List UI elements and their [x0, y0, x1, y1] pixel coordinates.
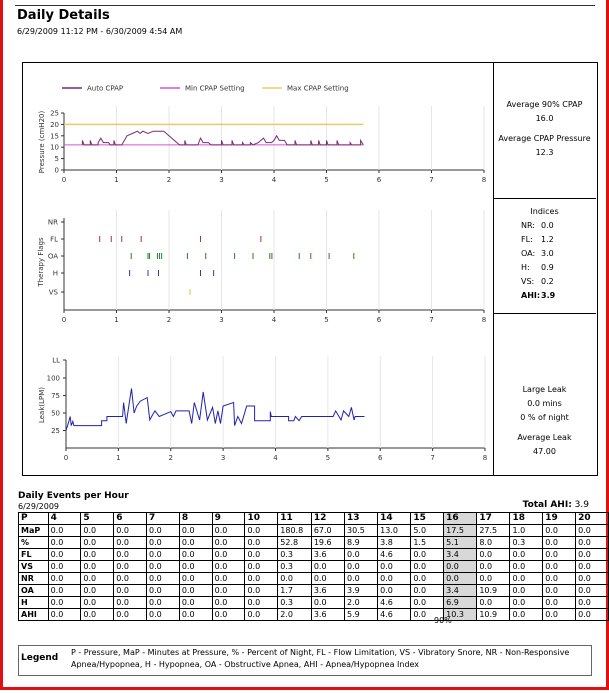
table-cell: 5.0 [411, 525, 444, 537]
table-cell: 3.6 [311, 549, 344, 561]
table-cell: 0.0 [344, 561, 377, 573]
table-cell: 0.0 [543, 525, 576, 537]
table-row [19, 573, 609, 585]
table-cell: 180.8 [278, 525, 312, 537]
y-tick-label: LL [52, 356, 60, 365]
y-tick-label: 0 [54, 166, 59, 175]
y-tick-label: FL [50, 235, 58, 244]
x-tick-label: 0 [61, 176, 67, 184]
row-header-cell: OA [19, 585, 49, 597]
avg90-value: 16.0 [535, 114, 554, 123]
table-cell: 0.0 [245, 537, 278, 549]
table-cell: 0.0 [311, 573, 344, 585]
table-cell: 13 [344, 513, 377, 525]
table-cell: 0.0 [477, 573, 510, 585]
index-label: OA: [521, 249, 536, 258]
table-cell: 0.0 [311, 597, 344, 609]
total-ahi-value: 3.9 [574, 500, 589, 510]
x-tick-label: 5 [324, 176, 329, 184]
index-row [521, 261, 596, 275]
table-cell: 0.0 [411, 573, 444, 585]
table-cell: 16 [444, 513, 477, 525]
legend-entry: Max CPAP Setting [287, 84, 349, 93]
table-cell: 0.0 [48, 525, 81, 537]
table-cell: 3.6 [311, 609, 344, 621]
table-row [19, 609, 609, 621]
y-tick-label: OA [47, 252, 58, 261]
table-cell: 0.0 [444, 573, 477, 585]
total-ahi [523, 500, 589, 510]
table-cell: 0.0 [114, 585, 147, 597]
table-cell: 17.5 [444, 525, 477, 537]
indices-label: Indices [530, 207, 559, 216]
table-cell: 8.9 [344, 537, 377, 549]
table-cell: 0.0 [576, 585, 609, 597]
table-cell: 13.0 [378, 525, 411, 537]
legend-label: Legend [21, 653, 59, 663]
table-cell: 0.0 [81, 573, 114, 585]
table-cell: 6.9 [444, 597, 477, 609]
table-cell: 0.3 [510, 537, 543, 549]
table-cell: 0.0 [411, 609, 444, 621]
table-cell: 0.0 [179, 585, 212, 597]
index-label: VS: [521, 277, 535, 286]
table-cell: 5 [81, 513, 114, 525]
table-cell: 20 [576, 513, 609, 525]
table-cell: 0.0 [378, 573, 411, 585]
row-header-cell: P [19, 513, 49, 525]
index-label: FL: [521, 235, 533, 244]
table-cell: 1.5 [411, 537, 444, 549]
table-cell: 0.0 [179, 597, 212, 609]
table-cell: 0.0 [81, 585, 114, 597]
table-cell: 0.0 [147, 597, 180, 609]
table-row [19, 513, 609, 525]
y-axis-label: Leak(LPM) [38, 386, 46, 424]
avg90-label: Average 90% CPAP [506, 100, 583, 109]
table-cell: 0.0 [48, 561, 81, 573]
index-label: H: [521, 263, 530, 272]
table-cell: 0.0 [114, 549, 147, 561]
x-tick-label: 6 [376, 176, 382, 184]
y-tick-label: 50 [51, 409, 60, 418]
table-cell: 0.0 [477, 597, 510, 609]
total-ahi-label: Total AHI: [522, 500, 572, 510]
table-cell: 0.0 [311, 561, 344, 573]
index-row [521, 219, 596, 233]
table-cell: 0.0 [576, 525, 609, 537]
table-cell: 0.0 [411, 597, 444, 609]
index-label: AHI: [521, 291, 541, 300]
table-cell: 14 [378, 513, 411, 525]
table-cell: 0.0 [510, 561, 543, 573]
table-cell: 4 [48, 513, 81, 525]
x-tick-label: 4 [273, 454, 278, 462]
table-cell: 0.0 [179, 549, 212, 561]
table-cell: 0.0 [245, 597, 278, 609]
table-cell: 0.0 [477, 549, 510, 561]
legend-text: P - Pressure, MaP - Minutes at Pressure, % - Percent of Night, FL - Flow Limitation, VS - Vibratory Snore, NR - Non-Responsive Apnea/Hypopnea, H - Hypopnea, OA - Obstructive Apnea, AHI - Apnea/Hypopnea Index [71, 648, 570, 669]
table-cell: 3.4 [444, 549, 477, 561]
table-cell: 0.0 [179, 525, 212, 537]
table-cell: 0.0 [147, 525, 180, 537]
table-cell: 52.8 [278, 537, 312, 549]
table-cell: 0.0 [147, 573, 180, 585]
table-cell: 9 [212, 513, 245, 525]
table-cell: 5.1 [444, 537, 477, 549]
table-cell: 0.0 [245, 609, 278, 621]
x-tick-label: 1 [114, 316, 119, 324]
table-cell: 0.0 [411, 561, 444, 573]
y-tick-label: H [52, 269, 58, 278]
table-cell: 0.0 [147, 549, 180, 561]
x-tick-label: 8 [481, 176, 487, 184]
table-cell: 0.0 [48, 549, 81, 561]
events-title: Daily Events per Hour [18, 491, 129, 501]
y-tick-label: 5 [54, 155, 59, 164]
table-cell: 0.0 [147, 609, 180, 621]
table-cell: 1.0 [510, 525, 543, 537]
table-cell: 0.0 [543, 537, 576, 549]
table-cell: 0.0 [411, 549, 444, 561]
x-tick-label: 1 [114, 176, 119, 184]
table-cell: 7 [147, 513, 180, 525]
table-cell: 0.0 [576, 561, 609, 573]
table-cell: 0.0 [147, 585, 180, 597]
table-cell: 0.0 [179, 573, 212, 585]
table-cell: 10.3 [444, 609, 477, 621]
legend-entry: Min CPAP Setting [185, 84, 245, 93]
leak-stats [493, 383, 596, 459]
table-cell: 0.0 [81, 549, 114, 561]
table-cell: 0.0 [147, 537, 180, 549]
large-leak-mins: 0.0 mins [527, 399, 562, 408]
table-cell: 4.6 [378, 549, 411, 561]
y-tick-label: 75 [51, 392, 60, 400]
table-cell: 0.0 [510, 609, 543, 621]
table-cell: 0.0 [245, 549, 278, 561]
table-cell: 0.0 [114, 609, 147, 621]
table-cell: 0.0 [81, 537, 114, 549]
table-cell: 0.0 [245, 525, 278, 537]
table-cell: 8.0 [477, 537, 510, 549]
table-row [19, 549, 609, 561]
table-cell: 10.9 [477, 609, 510, 621]
table-cell: 0.0 [114, 597, 147, 609]
table-cell: 10.9 [477, 585, 510, 597]
y-tick-label: NR [47, 218, 58, 227]
x-tick-label: 2 [166, 316, 172, 324]
table-cell: 15 [411, 513, 444, 525]
table-cell: 0.0 [48, 537, 81, 549]
table-cell: 0.0 [147, 561, 180, 573]
table-cell: 0.0 [81, 561, 114, 573]
table-cell: 0.0 [81, 525, 114, 537]
x-tick-label: 6 [378, 454, 383, 462]
table-cell: 0.0 [48, 585, 81, 597]
table-cell: 0.0 [576, 537, 609, 549]
index-value: 1.2 [541, 235, 554, 244]
table-cell: 19 [543, 513, 576, 525]
table-cell: 4.6 [378, 609, 411, 621]
table-cell: 0.3 [278, 549, 312, 561]
table-cell: 0.0 [543, 561, 576, 573]
x-tick-label: 8 [482, 454, 488, 462]
indices-stats [493, 205, 596, 303]
legend-entry: Auto CPAP [87, 84, 124, 93]
large-leak-pct: 0 % of night [520, 413, 569, 422]
table-cell: 5.9 [344, 609, 377, 621]
page-title: Daily Details [17, 8, 110, 23]
x-tick-label: 7 [429, 176, 434, 184]
table-cell: 10 [245, 513, 278, 525]
index-value: 3.9 [541, 291, 556, 300]
row-header-cell: FL [19, 549, 49, 561]
table-cell: 0.0 [114, 561, 147, 573]
avg-pressure-label: Average CPAP Pressure [498, 134, 591, 143]
index-row [521, 275, 596, 289]
table-cell: 0.0 [245, 561, 278, 573]
table-cell: 0.0 [212, 573, 245, 585]
table-cell: 0.0 [48, 573, 81, 585]
avg-leak-label: Average Leak [517, 433, 572, 442]
x-tick-label: 6 [376, 316, 382, 324]
table-cell: 0.0 [212, 609, 245, 621]
table-cell: 8 [179, 513, 212, 525]
table-cell: 0.0 [114, 573, 147, 585]
table-cell: 0.0 [245, 573, 278, 585]
row-header-cell: VS [19, 561, 49, 573]
table-cell: 0.0 [344, 549, 377, 561]
highlight-note: 90% [434, 616, 452, 625]
table-row [19, 585, 609, 597]
table-cell: 0.0 [576, 549, 609, 561]
row-header-cell: NR [19, 573, 49, 585]
index-value: 0.2 [541, 277, 554, 286]
x-tick-label: 7 [430, 454, 435, 462]
table-cell: 2.0 [344, 597, 377, 609]
table-cell: 0.0 [411, 585, 444, 597]
x-tick-label: 7 [429, 316, 434, 324]
y-axis-label: Pressure (cmH20) [38, 110, 46, 174]
table-cell: 6 [114, 513, 147, 525]
x-tick-label: 3 [220, 454, 226, 462]
x-tick-label: 3 [219, 176, 224, 184]
table-cell: 0.0 [48, 597, 81, 609]
row-header-cell: H [19, 597, 49, 609]
table-cell: 18 [510, 513, 543, 525]
y-tick-label: 25 [51, 427, 60, 435]
y-tick-label: 25 [50, 109, 59, 118]
x-tick-label: 0 [63, 454, 69, 462]
table-cell: 0.0 [212, 525, 245, 537]
table-cell: 0.0 [510, 585, 543, 597]
table-cell: 0.0 [245, 585, 278, 597]
table-cell: 0.0 [378, 585, 411, 597]
table-row [19, 537, 609, 549]
table-cell: 0.0 [212, 561, 245, 573]
y-tick-label: 10 [50, 143, 59, 152]
y-tick-label: 20 [50, 120, 59, 129]
table-cell: 0.0 [510, 573, 543, 585]
table-cell: 0.0 [576, 597, 609, 609]
date-range: 6/29/2009 11:12 PM - 6/30/2009 4:54 AM [17, 27, 183, 36]
table-cell: 0.0 [179, 537, 212, 549]
index-row [521, 247, 596, 261]
table-cell: 12 [311, 513, 344, 525]
table-cell: 0.0 [510, 597, 543, 609]
table-cell: 0.0 [543, 549, 576, 561]
pressure-stats [493, 98, 596, 160]
table-cell: 0.0 [543, 609, 576, 621]
table-row [19, 525, 609, 537]
x-tick-label: 5 [325, 454, 331, 462]
table-cell: 0.0 [543, 573, 576, 585]
avg-leak-value: 47.00 [533, 447, 556, 456]
index-label: NR: [521, 221, 535, 230]
y-tick-label: 15 [50, 132, 59, 141]
table-row [19, 597, 609, 609]
table-cell: 2.0 [278, 609, 312, 621]
table-cell: 0.0 [444, 561, 477, 573]
x-tick-label: 1 [116, 454, 121, 462]
y-tick-label: VS [48, 288, 58, 297]
x-tick-label: 4 [271, 316, 277, 324]
table-cell: 0.3 [278, 597, 312, 609]
table-cell: 0.0 [543, 597, 576, 609]
x-tick-label: 4 [271, 176, 277, 184]
row-header-cell: AHI [19, 609, 49, 621]
table-cell: 0.0 [81, 597, 114, 609]
table-cell: 19.6 [311, 537, 344, 549]
table-cell: 0.0 [212, 597, 245, 609]
table-cell: 0.0 [114, 525, 147, 537]
table-cell: 3.6 [311, 585, 344, 597]
index-value: 3.0 [541, 249, 554, 258]
table-cell: 4.6 [378, 597, 411, 609]
x-tick-label: 8 [481, 316, 487, 324]
table-cell: 11 [278, 513, 312, 525]
table-cell: 0.0 [378, 561, 411, 573]
x-tick-label: 5 [324, 316, 329, 324]
y-tick-label: 100 [46, 374, 60, 383]
table-cell: 0.0 [212, 549, 245, 561]
table-cell: 0.0 [576, 609, 609, 621]
table-cell: 3.4 [444, 585, 477, 597]
table-cell: 67.0 [311, 525, 344, 537]
x-tick-label: 2 [166, 176, 172, 184]
table-cell: 17 [477, 513, 510, 525]
table-cell: 0.0 [179, 609, 212, 621]
table-cell: 0.0 [114, 537, 147, 549]
legend-box [18, 645, 592, 676]
table-cell: 0.0 [81, 609, 114, 621]
table-cell: 0.0 [212, 585, 245, 597]
table-cell: 3.8 [378, 537, 411, 549]
table-cell: 27.5 [477, 525, 510, 537]
events-table [18, 512, 609, 621]
index-value: 0.0 [541, 221, 554, 230]
table-cell: 0.0 [543, 585, 576, 597]
events-date: 6/29/2009 [18, 502, 60, 511]
table-row [19, 561, 609, 573]
table-cell: 0.0 [48, 609, 81, 621]
table-cell: 0.0 [510, 549, 543, 561]
x-tick-label: 2 [168, 454, 173, 462]
x-tick-label: 3 [219, 316, 224, 324]
table-cell: 0.0 [212, 537, 245, 549]
series-leak [66, 389, 365, 431]
y-axis-label: Therapy Flags [37, 237, 45, 287]
table-cell: 0.0 [278, 573, 312, 585]
table-cell: 0.0 [179, 561, 212, 573]
table-cell: 0.0 [344, 573, 377, 585]
row-header-cell: MaP [19, 525, 49, 537]
x-tick-label: 0 [61, 316, 67, 324]
index-row [521, 233, 596, 247]
avg-pressure-value: 12.3 [535, 148, 554, 157]
row-header-cell: % [19, 537, 49, 549]
large-leak-label: Large Leak [522, 385, 567, 394]
table-cell: 0.0 [576, 573, 609, 585]
table-cell: 0.3 [278, 561, 312, 573]
series-auto-cpap [82, 131, 363, 145]
table-cell: 1.7 [278, 585, 312, 597]
table-cell: 3.9 [344, 585, 377, 597]
index-value: 0.9 [541, 263, 554, 272]
table-cell: 0.0 [477, 561, 510, 573]
table-cell: 30.5 [344, 525, 377, 537]
index-row [521, 289, 596, 303]
